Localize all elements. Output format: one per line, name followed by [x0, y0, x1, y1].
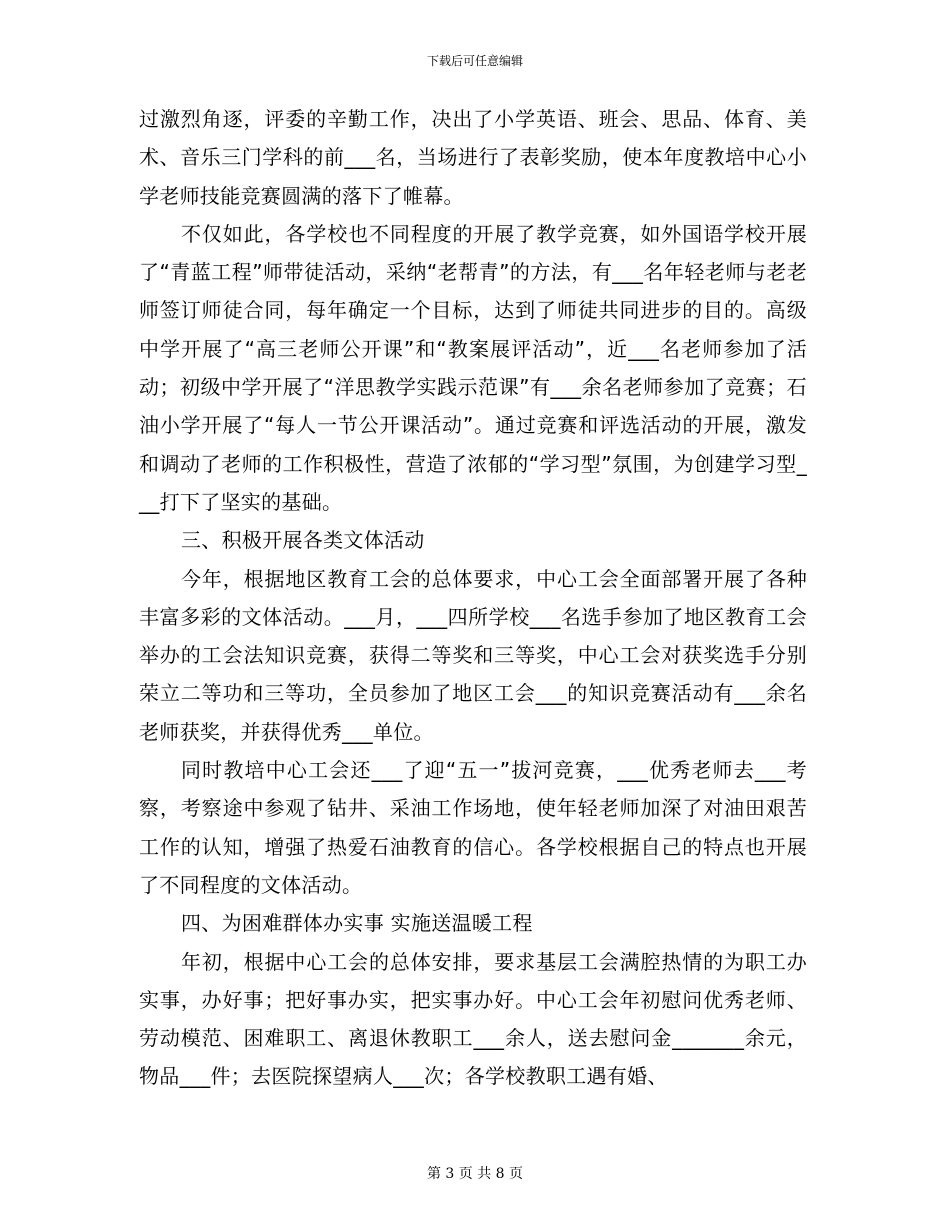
paragraph-cultural-activities: 今年，根据地区教育工会的总体要求，中心工会全面部署开展了各种丰富多彩的文体活动。___月，___四所学校___名选手参加了地区教育工会举办的工会法知识竞赛，获得二等奖和三等奖，中心工会对获奖选手分别荣立二等功和三等功，全员参加了地区工会___的知识竞赛活动有___余名老师获奖，并获得优秀___单位。: [139, 566, 807, 744]
document-body: [139, 100, 807, 1096]
paragraph-warmth-project: 年初，根据中心工会的总体安排，要求基层工会满腔热情的为职工办实事，办好事；把好事办实，把实事办好。中心工会年初慰问优秀老师、劳动模范、困难职工、离退休教职工___余人，送去慰问金_______余元，物品___件；去医院探望病人___次；各学校教职工遇有婚、: [139, 949, 807, 1089]
paragraph-teaching-competitions: 不仅如此，各学校也不同程度的开展了教学竞赛，如外国语学校开展了“青蓝工程”师带徒活动，采纳“老帮青”的方法，有___名年轻老师与老老师签订师徒合同，每年确定一个目标，达到了师徒共同进步的目的。高级中学开展了“高三老师公开课”和“教案展评活动”，近___名老师参加了活动；初级中学开展了“洋思教学实践示范课”有___余名老师参加了竞赛；石油小学开展了“每人一节公开课活动”。通过竞赛和评选活动的开展，激发和调动了老师的工作积极性，营造了浓郁的“学习型”氛围，为创建学习型___打下了坚实的基础。: [139, 221, 807, 514]
paragraph-continuation: 过激烈角逐，评委的辛勤工作，决出了小学英语、班会、思品、体育、美术、音乐三门学科的前___名，当场进行了表彰奖励，使本年度教培中心小学老师技能竞赛圆满的落下了帷幕。: [139, 107, 807, 208]
page-number: 第 3 页 共 8 页: [426, 1166, 524, 1182]
header-note: 下载后可任意编辑: [426, 54, 523, 68]
paragraph-tug-of-war: 同时教培中心工会还___了迎“五一”拔河竞赛，___优秀老师去___考察，考察途中参观了钻井、采油工作场地，使年轻老师加深了对油田艰苦工作的认知，增强了热爱石油教育的信心。各学校根据自己的特点也开展了不同程度的文体活动。: [139, 758, 807, 897]
section-heading-4: 四、为困难群体办实事 实施送温暖工程: [181, 911, 533, 936]
section-heading-3: 三、积极开展各类文体活动: [181, 528, 425, 553]
